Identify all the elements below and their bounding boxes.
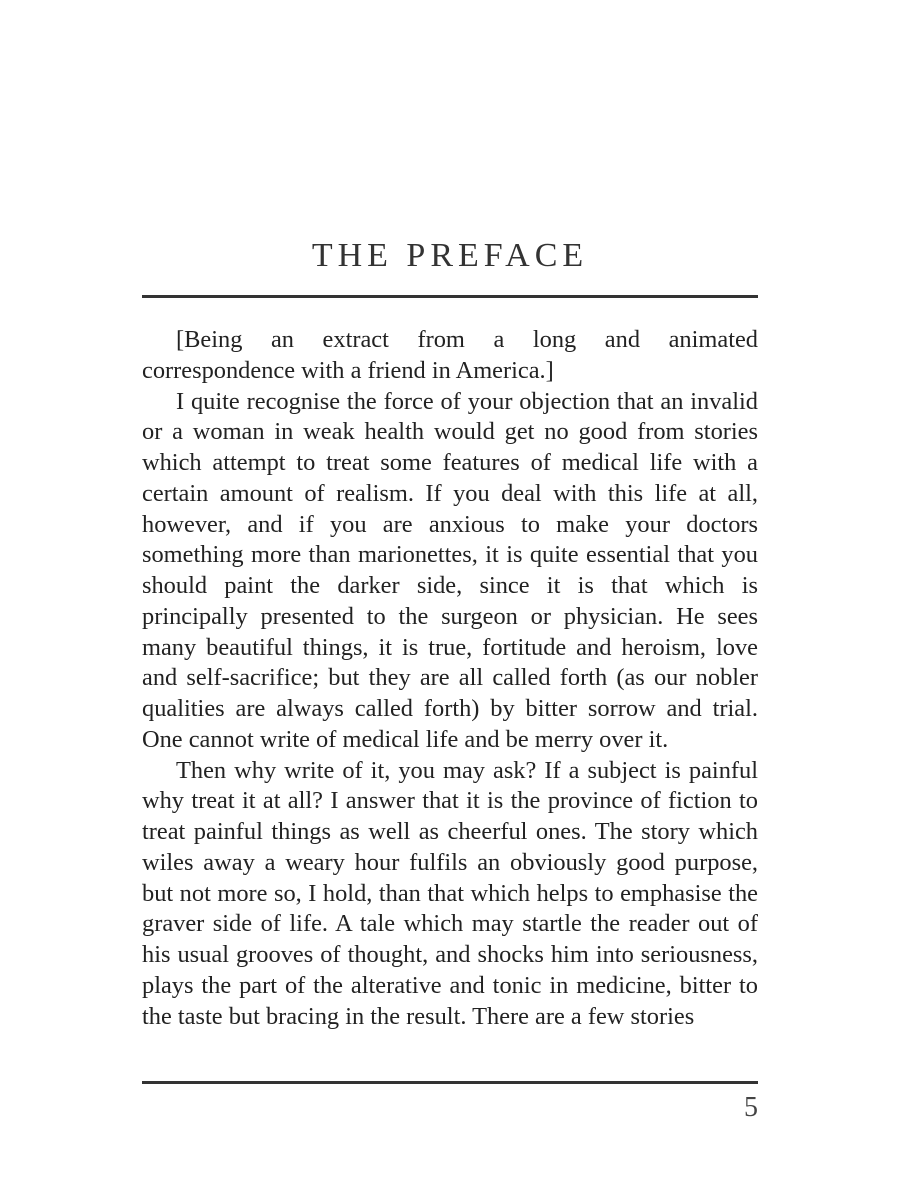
paragraph-objection: I quite recognise the force of your objection that an invalid or a woman in weak health would get no good from stories which attempt to treat some features of medical life with a certain amount of realism. If you deal with this life at all, however, and if you are anxious to make your doctors something more than marionettes, it is quite essential that you should paint the darker side, since it is that which is principally presented to the surgeon or physician. He sees many beautiful things, it is true, fortitude and heroism, love and self-sacrifice; but they are all called forth (as our nobler qualities are always called forth) by bitter sorrow and trial. One cannot write of medical life and be merry over it. <box>142 387 758 753</box>
footer-divider <box>142 1081 758 1084</box>
title-divider <box>142 295 758 298</box>
paragraph-intro: [Being an extract from a long and animated correspondence with a friend in America.] <box>142 326 758 384</box>
paragraph-fiction: Then why write of it, you may ask? If a subject is painful why treat it at all? I answer that it is the province of fiction to treat painful things as well as cheerful ones. The story which wiles away a weary hour fulfils an obviously good purpose, but not more so, I hold, than that which helps to emphasise the graver side of life. A tale which may startle the reader out of his usual grooves of thought, and shocks him into seriousness, plays the part of the alterative and tonic in medicine, bitter to the taste but bracing in the result. There are a few stories <box>142 756 758 1030</box>
preface-body <box>142 325 758 1032</box>
page-number: 5 <box>744 1092 758 1123</box>
chapter-title: THE PREFACE <box>311 237 589 274</box>
